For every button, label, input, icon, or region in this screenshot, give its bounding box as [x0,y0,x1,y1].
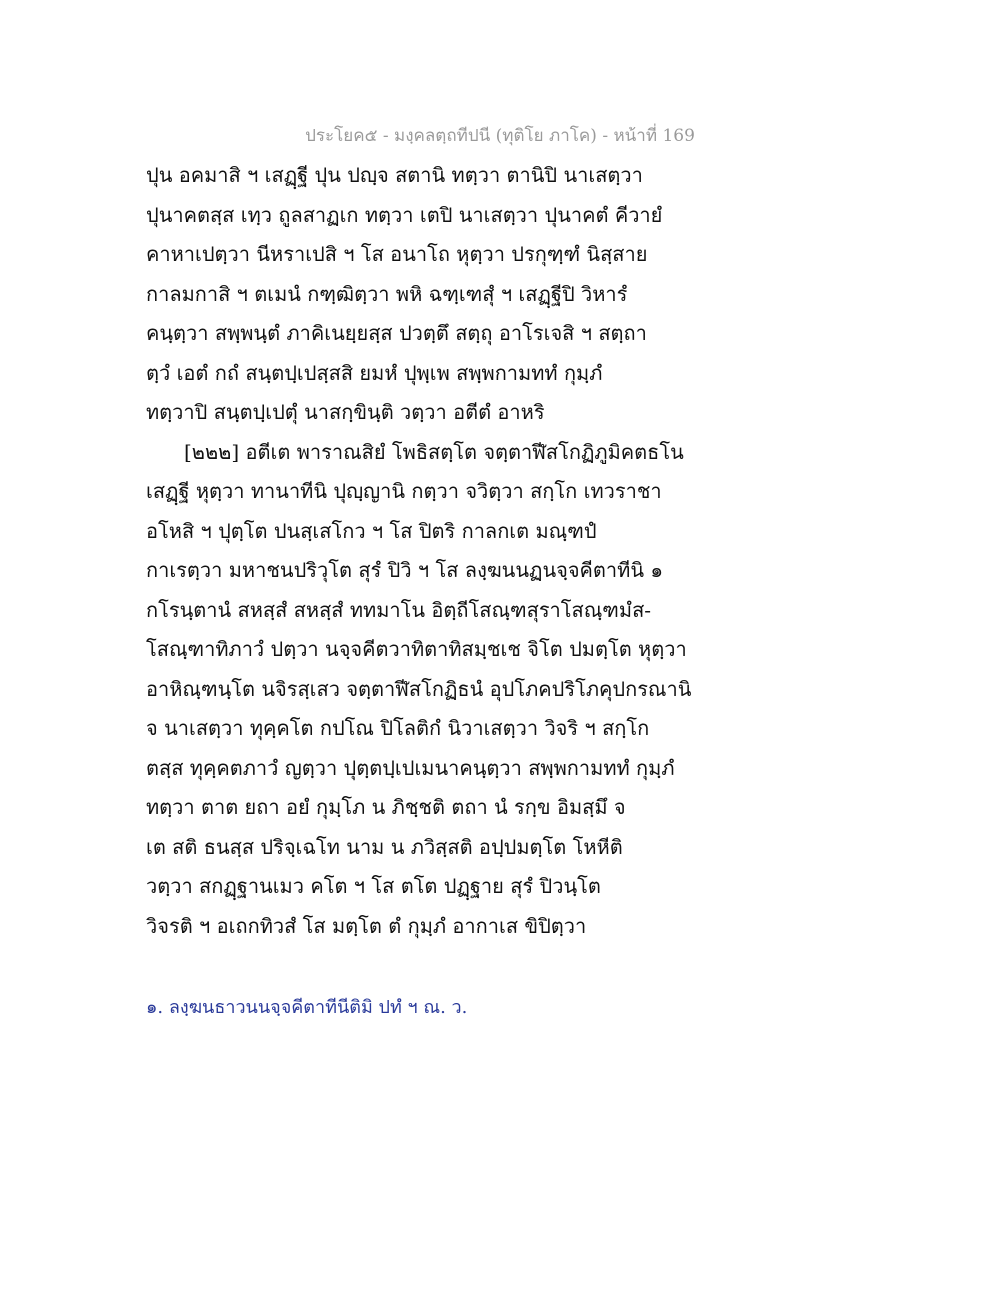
text-line: โสณฺฑาทิภาวํ ปตฺวา นจฺจคีตวาทิตาทิสมฺชเช จิโต ปมตฺโต หุตฺวา [146,637,687,661]
text-line: ปุนาคตสฺส เทฺว ถูลสาฏเก ทตฺวา เตปิ นาเสตฺวา ปุนาคตํ คีวายํ [146,202,663,227]
text-line: ตฺวํ เอตํ กถํ สนฺตปฺเปสฺสสิ ยมหํ ปุพฺเพ สพฺพกามททํ กุมฺภํ [146,360,603,385]
text-line: จ นาเสตฺวา ทุคฺคโต กปโณ ปิโลติกํ นิวาเสตฺวา วิจริ ฯ สกฺโก [146,716,650,740]
text-line: คนฺตฺวา สพฺพนฺตํ ภาคิเนยฺยสฺส ปวตฺตึ สตฺถุ อาโรเจสิ ฯ สตฺถา [146,321,647,345]
body-text [146,156,706,946]
text-line: กโรนฺตานํ สหสฺสํ สหสฺสํ ททมาโน อิตฺถีโสณฺฑสุราโสณฺฑมํส- [146,597,652,622]
text-line: อาหิณฺฑนฺโต นจิรสฺเสว จตฺตาฬีสโกฏิธนํ อุปโภคปริโภคุปกรณานิ [146,676,692,701]
text-line: กาลมกาสิ ฯ ตเมนํ กฑฺฒิตฺวา พหิ ฉฑฺเฑสุํ ฯ เสฏฺฐีปิ วิหารํ [146,281,628,306]
footnote: ๑. ลงฺฆนธาวนนจฺจคีตาทีนีติมิ ปทํ ฯ ณ. ว. [146,997,468,1018]
text-line: เสฏฺฐี หุตฺวา ทานาทีนิ ปุญฺญานิ กตฺวา จวิตฺวา สกฺโก เทวราชา [146,479,662,503]
text-line: ปุน อคมาสิ ฯ เสฏฺฐี ปุน ปญฺจ สตานิ ทตฺวา ตานิปิ นาเสตฺวา [146,163,643,187]
text-line: คาหาเปตฺวา นีหราเปสิ ฯ โส อนาโถ หุตฺวา ปรกุฑฺฑํ นิสฺสาย [146,242,648,266]
text-line: กาเรตฺวา มหาชนปริวุโต สุรํ ปิวิ ฯ โส ลงฺฆนนฏนจฺจคีตาทีนิ ๑ [146,558,664,582]
text-line: อโหสิ ฯ ปุตฺโต ปนสฺเสโกว ฯ โส ปิตริ กาลกเต มณฺฑปํ [146,518,597,543]
running-header: ประโยค๕ - มงฺคลตฺถทีปนี (ทุติโย ภาโค) - หน้าที่ 169 [305,126,695,146]
paragraph-start-line: [๒๒๒] อตีเต พาราณสิยํ โพธิสตฺโต จตฺตาฬีสโกฏิภูมิคตธโน [184,439,684,464]
text-line: วิจรติ ฯ อเถกทิวสํ โส มตฺโต ตํ กุมฺภํ อากาเส ขิปิตฺวา [146,913,587,938]
text-line: ทตฺวา ตาต ยถา อยํ กุมฺโภ น ภิชฺชติ ตถา นํ รกฺข อิมสฺมึ จ [146,795,626,819]
text-line: ตสฺส ทุคฺคตภาวํ ญตฺวา ปุตฺตปฺเปเมนาคนฺตฺวา สพฺพกามททํ กุมฺภํ [146,755,675,780]
text-line: เต สติ ธนสฺส ปริจฺเฉโท นาม น ภวิสฺสติ อปฺปมตฺโต โหหีติ [146,834,623,859]
text-line: ทตฺวาปิ สนฺตปฺเปตุํ นาสกฺขินฺติ วตฺวา อตีตํ อาหริ [146,400,545,424]
text-line: วตฺวา สกฏฺฐานเมว คโต ฯ โส ตโต ปฏฺฐาย สุรํ ปิวนฺโต [146,874,601,898]
